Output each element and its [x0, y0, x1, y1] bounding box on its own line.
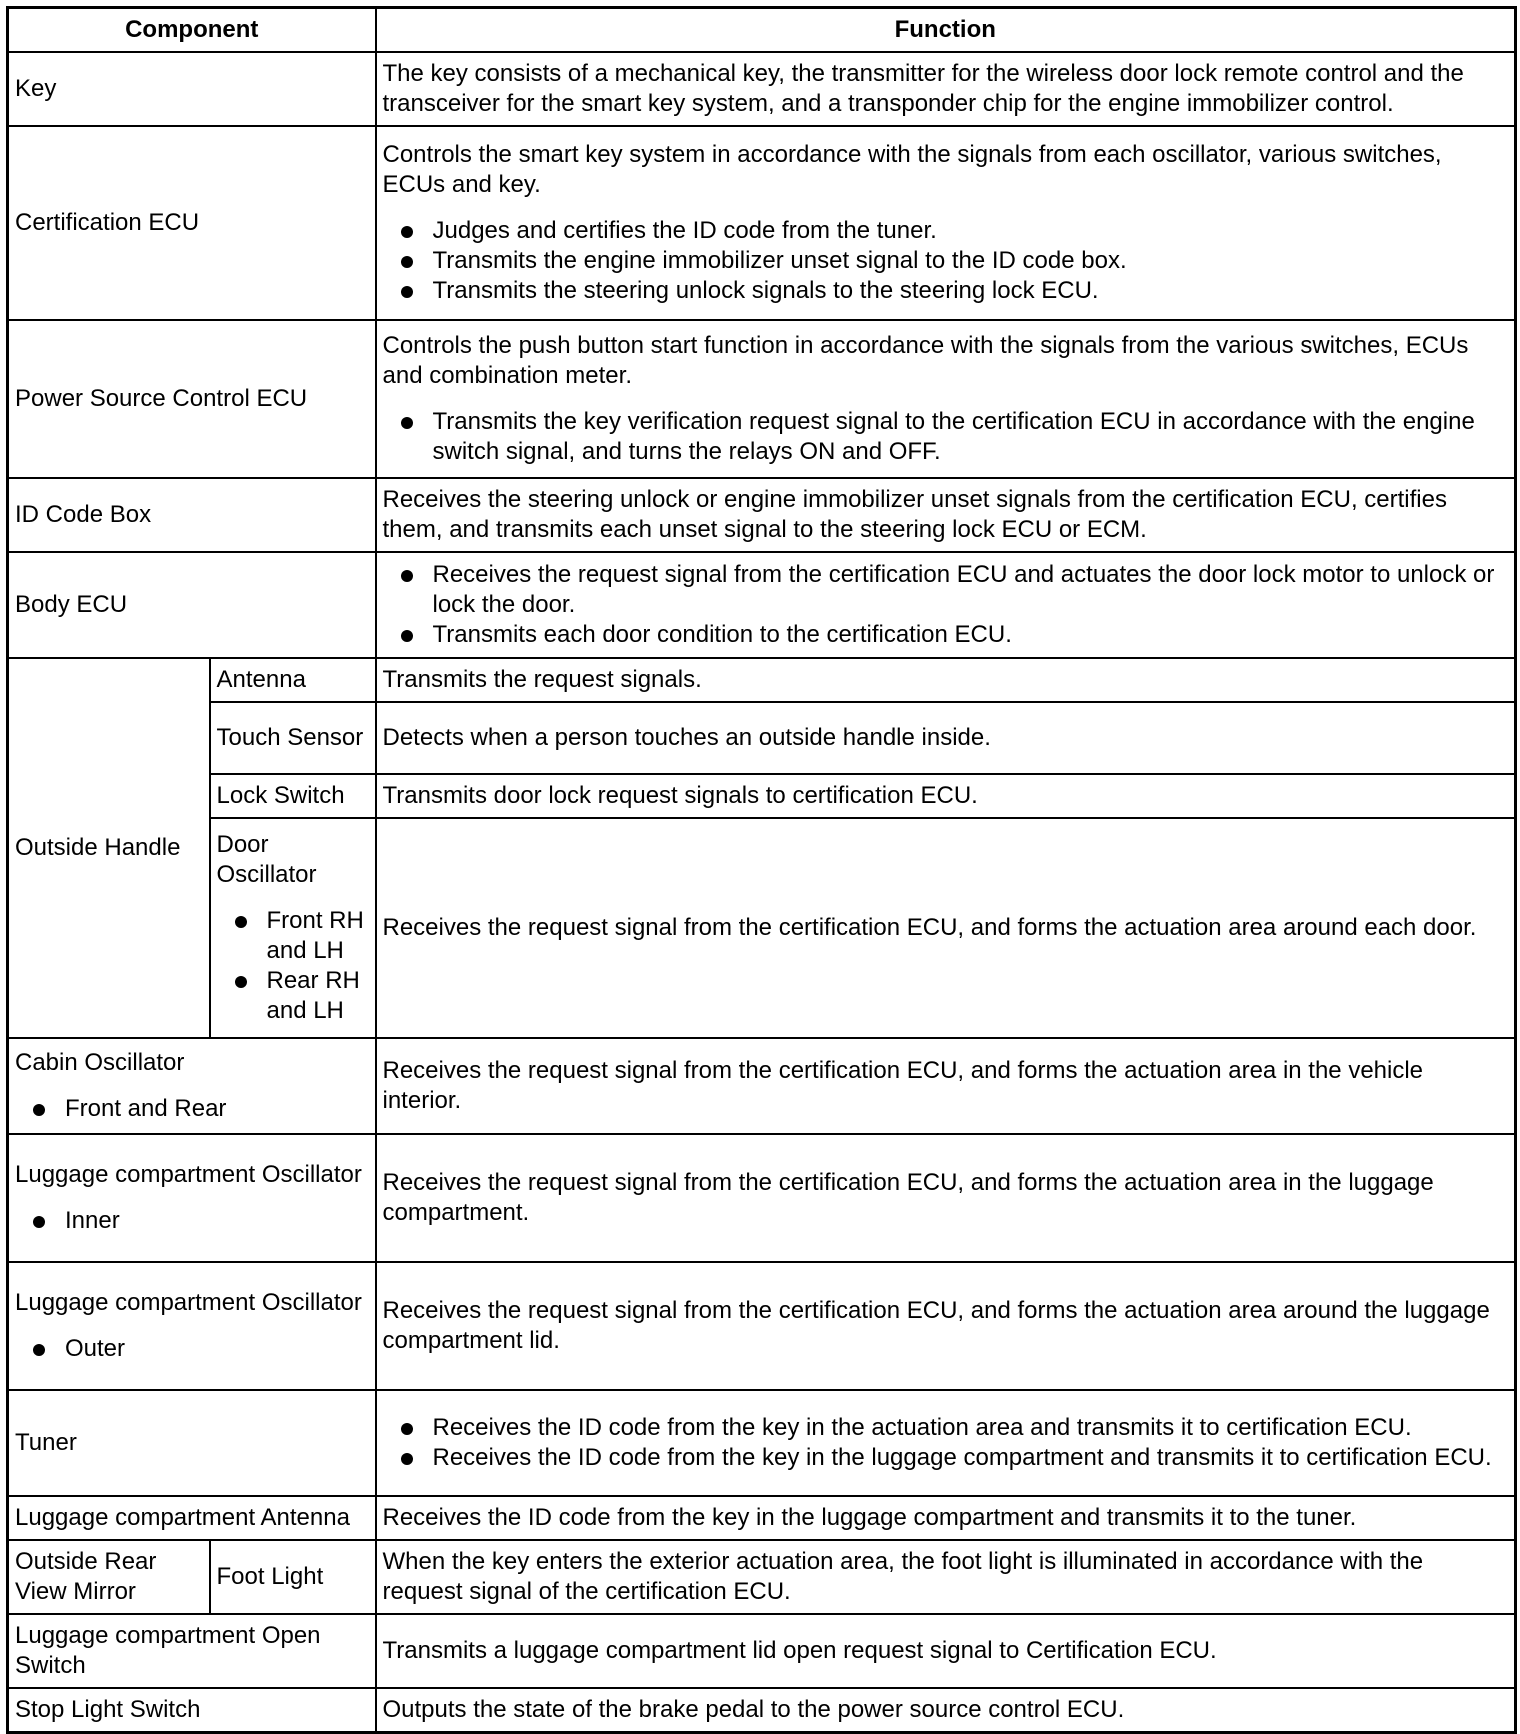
function-cell: The key consists of a mechanical key, the transmitter for the wireless door lock remote control and the transceiver for the smart key system, and a transponder chip for the engine immobilizer control. — [376, 52, 1516, 126]
table-row — [8, 1496, 1516, 1540]
table-row — [8, 1134, 1516, 1262]
list-item: Receives the request signal from the certification ECU and actuates the door lock motor to unlock or lock the door. — [433, 560, 1507, 620]
list-item: Front and Rear — [65, 1094, 367, 1124]
header-component: Component — [8, 8, 376, 53]
list-item: Outer — [65, 1334, 367, 1364]
list-item: Rear RH and LH — [267, 966, 367, 1026]
table-row — [8, 1262, 1516, 1390]
sub-component-cell — [210, 818, 376, 1038]
component-function-table — [6, 6, 1517, 1734]
list-item: Front RH and LH — [267, 906, 367, 966]
function-cell: Receives the ID code from the key in the luggage compartment and transmits it to the tuner. — [376, 1496, 1516, 1540]
table-header-row — [8, 8, 1516, 53]
function-cell: Receives the request signal from the certification ECU, and forms the actuation area around each door. — [376, 818, 1516, 1038]
bullet-list — [15, 1334, 367, 1364]
table-row — [8, 1688, 1516, 1733]
table-row — [8, 52, 1516, 126]
component-cell: Body ECU — [8, 552, 376, 658]
sub-component-cell: Lock Switch — [210, 774, 376, 818]
bullet-list — [383, 1413, 1507, 1473]
function-cell — [376, 320, 1516, 478]
list-item: Transmits the key verification request signal to the certification ECU in accordance with the engine switch signal, and turns the relays ON and OFF. — [433, 407, 1507, 467]
table-row — [8, 1540, 1516, 1614]
table-row — [8, 126, 1516, 320]
list-item: Receives the ID code from the key in the luggage compartment and transmits it to certification ECU. — [433, 1443, 1507, 1473]
function-cell — [376, 126, 1516, 320]
function-cell: Receives the request signal from the certification ECU, and forms the actuation area in the vehicle interior. — [376, 1038, 1516, 1134]
function-cell: Receives the steering unlock or engine immobilizer unset signals from the certification ECU, certifies them, and transmits each unset signal to the steering lock ECU or ECM. — [376, 478, 1516, 552]
table-row — [8, 774, 1516, 818]
function-text: Controls the smart key system in accordance with the signals from each oscillator, various switches, ECUs and key. — [382, 141, 1442, 198]
list-item: Inner — [65, 1206, 367, 1236]
component-cell: Luggage compartment Open Switch — [8, 1614, 376, 1688]
component-cell: Outside Rear View Mirror — [8, 1540, 210, 1614]
component-cell: Outside Handle — [8, 658, 210, 1038]
component-cell: Luggage compartment Antenna — [8, 1496, 376, 1540]
list-item: Transmits each door condition to the certification ECU. — [433, 620, 1507, 650]
table-row — [8, 320, 1516, 478]
function-cell — [376, 552, 1516, 658]
function-cell: Receives the request signal from the certification ECU, and forms the actuation area in the luggage compartment. — [376, 1134, 1516, 1262]
bullet-list — [383, 560, 1507, 650]
component-label: Luggage compartment Oscillator — [15, 1161, 362, 1188]
table-row — [8, 1390, 1516, 1496]
table-row — [8, 1038, 1516, 1134]
function-cell: Transmits the request signals. — [376, 658, 1516, 702]
bullet-list — [383, 407, 1507, 467]
component-function-table-wrapper — [6, 6, 1514, 1734]
header-function: Function — [376, 8, 1516, 53]
function-cell: Detects when a person touches an outside handle inside. — [376, 702, 1516, 774]
list-item: Receives the ID code from the key in the actuation area and transmits it to certification ECU. — [433, 1413, 1507, 1443]
bullet-list — [15, 1094, 367, 1124]
bullet-list — [383, 216, 1507, 306]
sub-component-cell: Touch Sensor — [210, 702, 376, 774]
component-label: Cabin Oscillator — [15, 1049, 185, 1076]
component-cell: Tuner — [8, 1390, 376, 1496]
sub-component-label: Door Oscillator — [216, 831, 317, 888]
list-item: Transmits the engine immobilizer unset signal to the ID code box. — [433, 246, 1507, 276]
table-row — [8, 1614, 1516, 1688]
component-cell — [8, 1134, 376, 1262]
list-item: Judges and certifies the ID code from the tuner. — [433, 216, 1507, 246]
function-cell: Receives the request signal from the certification ECU, and forms the actuation area around the luggage compartment lid. — [376, 1262, 1516, 1390]
function-text: Controls the push button start function in accordance with the signals from the various switches, ECUs and combination meter. — [382, 332, 1469, 389]
bullet-list — [217, 906, 367, 1026]
function-cell — [376, 1390, 1516, 1496]
bullet-list — [15, 1206, 367, 1236]
component-cell: Key — [8, 52, 376, 126]
component-cell: ID Code Box — [8, 478, 376, 552]
component-cell: Certification ECU — [8, 126, 376, 320]
function-cell: When the key enters the exterior actuation area, the foot light is illuminated in accordance with the request signal of the certification ECU. — [376, 1540, 1516, 1614]
table-row — [8, 552, 1516, 658]
function-cell: Transmits door lock request signals to certification ECU. — [376, 774, 1516, 818]
function-cell: Outputs the state of the brake pedal to the power source control ECU. — [376, 1688, 1516, 1733]
sub-component-cell: Foot Light — [210, 1540, 376, 1614]
table-row — [8, 818, 1516, 1038]
table-row — [8, 702, 1516, 774]
table-row — [8, 478, 1516, 552]
component-cell — [8, 1262, 376, 1390]
component-cell: Power Source Control ECU — [8, 320, 376, 478]
component-cell: Stop Light Switch — [8, 1688, 376, 1733]
table-row — [8, 658, 1516, 702]
list-item: Transmits the steering unlock signals to the steering lock ECU. — [433, 276, 1507, 306]
component-label: Luggage compartment Oscillator — [15, 1289, 362, 1316]
function-cell: Transmits a luggage compartment lid open request signal to Certification ECU. — [376, 1614, 1516, 1688]
sub-component-cell: Antenna — [210, 658, 376, 702]
component-cell — [8, 1038, 376, 1134]
